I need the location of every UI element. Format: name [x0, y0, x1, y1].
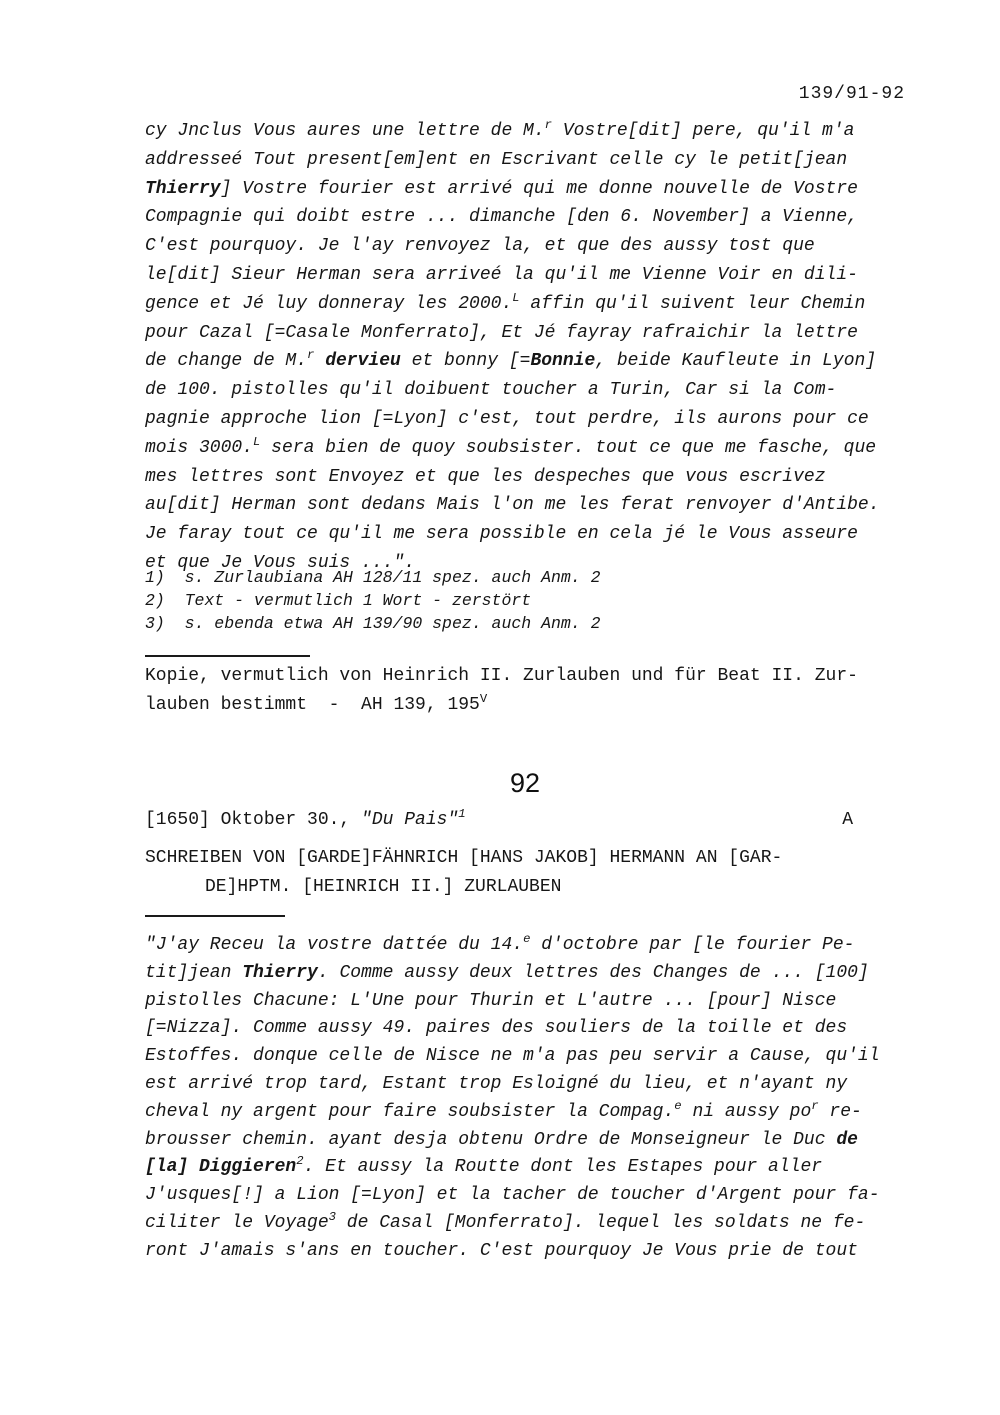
text-line: J'usques[!] a Lion [=Lyon] et la tacher de toucher d'Argent pour fa- [145, 1185, 880, 1206]
page-reference: 139/91-92 [798, 84, 905, 104]
text-line: est arrivé trop tard, Estant trop Esloigné du lieu, et n'ayant ny [145, 1073, 848, 1094]
text-line: de 100. pistolles qu'il doibuent toucher a Turin, Car si la Com- [145, 380, 837, 401]
text-line: 2) Text - vermutlich 1 Wort - zerstört [145, 591, 532, 610]
text-line: lauben bestimmt - AH 139, $195^V$ [145, 691, 488, 715]
text-line: "J'ay Receu la vostre dattée du 14.$^e$ d'octobre par [le fourier Pe- [145, 932, 855, 955]
text-line: au[dit] Herman sont dedans Mais l'on me les ferat renvoyer d'Antibe. [145, 495, 880, 516]
divider-rule [145, 915, 285, 917]
text-line: pistolles Chacune: L'Une pour Thurin et L'autre ... [pour] Nisce [145, 990, 837, 1011]
text-line: cy Jnclus Vous aures une lettre de M.$^r$ Vostre[dit] pere, qu'il m'a [145, 118, 855, 141]
text-line: Kopie, vermutlich von Heinrich II. Zurlauben und für Beat II. Zur- [145, 666, 858, 686]
dateline-92 [145, 807, 905, 830]
divider-rule [145, 655, 310, 657]
text-line: Je faray tout ce qu'il me sera possible en cela jé le Vous asseure [145, 524, 858, 545]
text-line: 1) s. Zurlaubiana AH 128/11 spez. auch Anm. 2 [145, 568, 601, 587]
text-line: [la] Diggieren$^2$. Et aussy la Routte dont les Estapes pour aller [145, 1154, 823, 1178]
headline-line: SCHREIBEN VON [GARDE]FÄHNRICH [HANS JAKOB] HERMANN AN [GAR- [145, 848, 783, 868]
entry-headline-92 [145, 844, 935, 902]
text-line: et que Je Vous suis ...". [145, 552, 416, 573]
text-line: cheval ny argent pour faire soubsister la Compag.$^e$ ni aussy $po^r$ re- [145, 1098, 862, 1122]
headline-line: DE]HPTM. [HEINRICH II.] ZURLAUBEN [205, 877, 562, 897]
entry-number: 92 [509, 768, 541, 798]
footnote-ref: 1 [458, 807, 466, 821]
text-line: de change de M.$^r$ dervieu et bonny [=Bonnie, beide Kaufleute in Lyon] [145, 348, 877, 372]
text-line: addresseé Tout present[em]ent en Escrivant celle cy le petit[jean [145, 149, 848, 170]
dateline-date: [1650] Oktober 30., [145, 810, 362, 830]
text-line: pagnie approche lion [=Lyon] c'est, tout perdre, ils aurons pour ce [145, 408, 869, 429]
letter-body-92 [145, 932, 945, 1266]
text-line: le[dit] Sieur Herman sera arriveé la qu'il me Vienne Voir en dili- [145, 264, 858, 285]
text-line: [=Nizza]. Comme aussy 49. paires des souliers de la toille et des [145, 1018, 848, 1039]
text-line: tit]jean Thierry. Comme aussy deux lettres des Changes de ... [100] [145, 962, 869, 983]
dateline-place: "Du Pais"$^1$ [361, 807, 466, 830]
text-line: Thierry] Vostre fourier est arrivé qui me donne nouvelle de Vostre [145, 178, 858, 199]
text-line: ciliter le Voyage$^3$ de Casal [Monferrato]. lequel les soldats ne fe- [145, 1209, 866, 1233]
text-line: C'est pourquoy. Je l'ay renvoyez la, et que des aussy tost que [145, 236, 815, 257]
source-note-91 [145, 662, 935, 720]
text-line: gence et Jé luy donneray les 2000.$^L$ affin qu'il suivent leur Chemin [145, 290, 866, 314]
text-line: Estoffes. donque celle de Nisce ne m'a pas peu servir a Cause, qu'il [145, 1046, 880, 1067]
text-line: 3) s. ebenda etwa AH 139/90 spez. auch Anm. 2 [145, 614, 601, 633]
text-line: pour Cazal [=Casale Monferrato], Et Jé fayray rafraichir la lettre [145, 322, 858, 343]
letter-body-91 [145, 117, 935, 578]
text-line: brousser chemin. ayant desja obtenu Ordre de Monseigneur le Duc de [145, 1129, 858, 1150]
text-line: Compagnie qui doibt estre ... dimanche [den 6. November] a Vienne, [145, 207, 858, 228]
document-marker: A [842, 810, 853, 830]
text-line: ront J'amais s'ans en toucher. C'est pourquoy Je Vous prie de tout [145, 1240, 858, 1261]
footnotes-91 [145, 566, 845, 635]
text-line: mois 3000.$^L$ sera bien de quoy soubsister. tout ce que me fasche, que [145, 434, 877, 458]
text-line: mes lettres sont Envoyez et que les despeches que vous escrivez [145, 466, 826, 487]
